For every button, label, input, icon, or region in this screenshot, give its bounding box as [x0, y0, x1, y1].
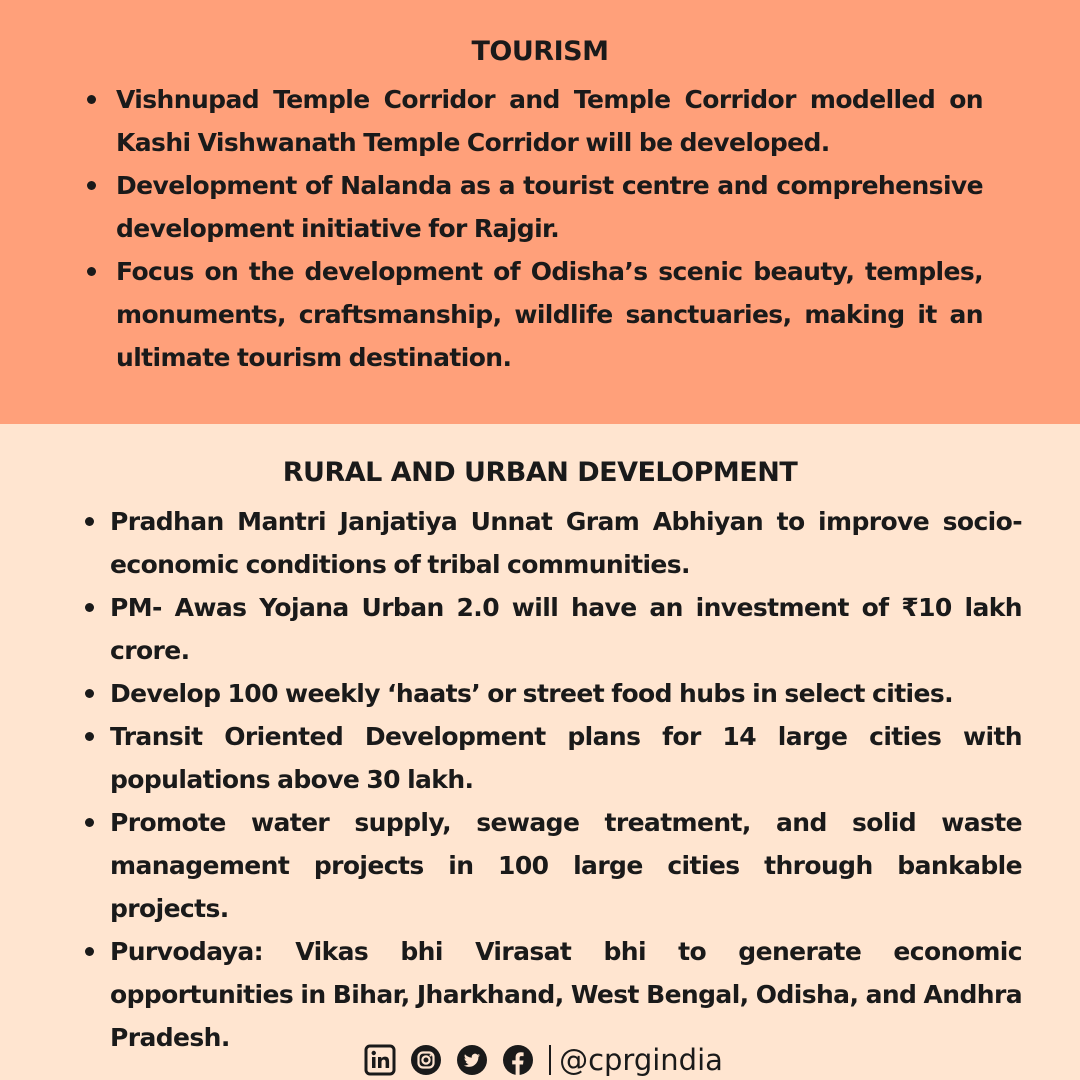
list-item: Purvodaya: Vikas bhi Virasat bhi to generate economic opportunities in Bihar, Jharkhand, West Bengal, Odisha, and Andhra Pradesh.: [110, 930, 1022, 1059]
social-footer: [0, 1040, 1080, 1080]
footer-divider: [549, 1045, 551, 1075]
tourism-section: [0, 0, 1080, 424]
list-item: Develop 100 weekly ‘haats’ or street food hubs in select cities.: [110, 672, 1022, 715]
tourism-heading: TOURISM: [471, 36, 609, 67]
twitter-icon[interactable]: [455, 1043, 489, 1077]
rural-urban-list: [110, 500, 1022, 1059]
list-item: Vishnupad Temple Corridor and Temple Corridor modelled on Kashi Vishwanath Temple Corridor will be developed.: [116, 78, 983, 164]
rural-urban-section: [0, 424, 1080, 1080]
list-item: Promote water supply, sewage treatment, and solid waste management projects in 100 large cities through bankable projects.: [110, 801, 1022, 930]
list-item: Focus on the development of Odisha’s scenic beauty, temples, monuments, craftsmanship, wildlife sanctuaries, making it an ultimate tourism destination.: [116, 250, 983, 379]
facebook-icon[interactable]: [501, 1043, 535, 1077]
list-item: Development of Nalanda as a tourist centre and comprehensive development initiative for Rajgir.: [116, 164, 983, 250]
tourism-list: [116, 78, 983, 379]
instagram-icon[interactable]: [409, 1043, 443, 1077]
social-handle[interactable]: @cprgindia: [559, 1043, 723, 1077]
linkedin-icon[interactable]: [363, 1043, 397, 1077]
rural-urban-heading: RURAL AND URBAN DEVELOPMENT: [282, 457, 798, 488]
list-item: PM- Awas Yojana Urban 2.0 will have an investment of ₹10 lakh crore.: [110, 586, 1022, 672]
list-item: Transit Oriented Development plans for 14 large cities with populations above 30 lakh.: [110, 715, 1022, 801]
list-item: Pradhan Mantri Janjatiya Unnat Gram Abhiyan to improve socio-economic conditions of tribal communities.: [110, 500, 1022, 586]
